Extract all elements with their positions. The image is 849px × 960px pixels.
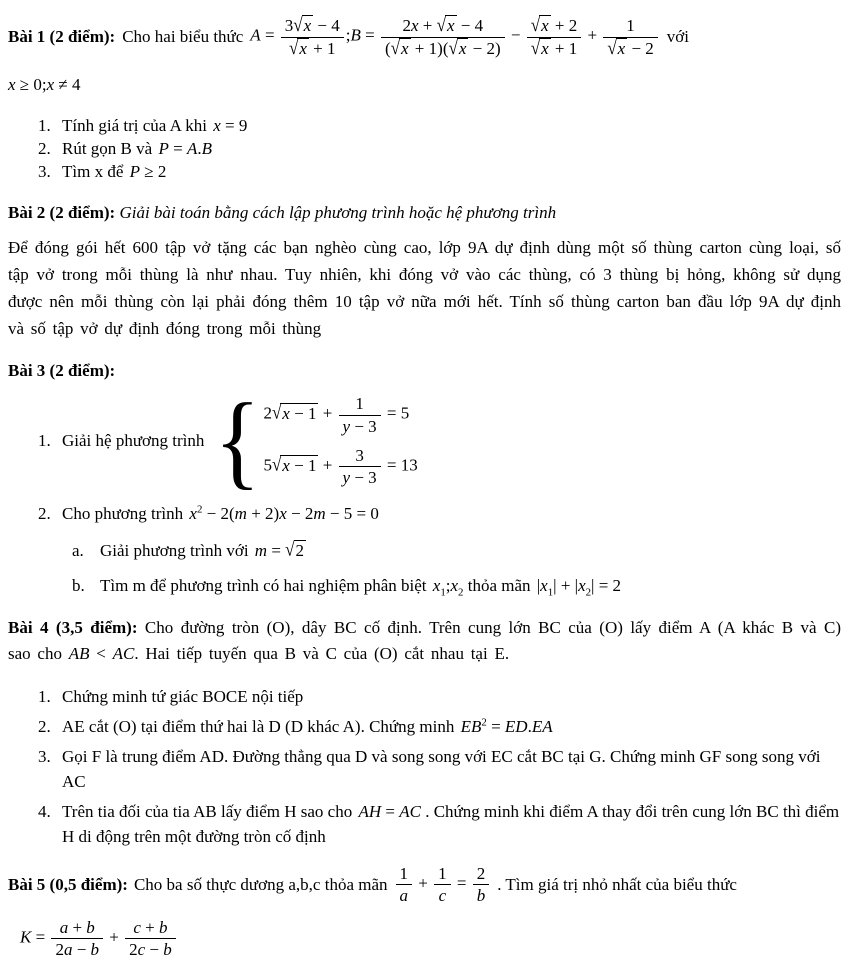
item-text-part: Cho phương trình [62, 503, 184, 523]
item-math: $|x_1| + |x_2| = 2$ [536, 576, 622, 599]
item-text-part: Trên tia đối của tia AB lấy điểm H sao cho [62, 802, 357, 822]
bai4-item-2 [38, 714, 841, 739]
bai1-item-3 [38, 160, 841, 183]
item-text-part: . Chứng minh khi điểm A thay đổi trên cung lớn BC thì điểm H di động trên một đường tròn cố định [62, 802, 840, 847]
bai2-intro: Giải bài toán bằng cách lập phương trình hoặc hệ phương trình [119, 202, 557, 222]
item-math: m = √2 [254, 538, 305, 560]
item-math: x = 9 [213, 115, 248, 135]
bai4-label: Bài 4 (3,5 điểm): [8, 618, 138, 638]
bai5-expression: K = $\frac{a + b}{2a - b}$ + $\frac{c + b}{2c - b}$ [20, 917, 841, 960]
section-bai4 [8, 615, 841, 849]
bai4-text: . Hai tiếp tuyến qua B và C của (O) cắt nhau tại E. [134, 644, 510, 664]
bai4-math: AB < AC [68, 644, 135, 664]
item-text [100, 539, 306, 564]
bai1-list [38, 114, 841, 183]
bai4-list [38, 684, 841, 849]
item-text-part: Giải phương trình với [100, 540, 249, 560]
item-letter: b. [72, 576, 85, 596]
item-math: $x^2 - 2(m + 2)x - 2m - 5 = 0$ [189, 503, 379, 523]
section-bai5 [8, 863, 841, 960]
item-math: P = A.B [158, 138, 212, 158]
item-text [62, 137, 212, 160]
bai1-suffix: với [666, 26, 690, 46]
bai4-heading-paragraph [8, 615, 841, 667]
item-text-part: Rút gọn B và [62, 138, 153, 158]
system-equations [263, 393, 417, 488]
bai1-item-1 [38, 114, 841, 137]
bai3-item-1 [38, 381, 841, 499]
item-number: 3. [38, 747, 51, 767]
item-text-part: thỏa mãn [467, 576, 531, 596]
section-bai3 [8, 359, 841, 601]
bai5-heading [8, 863, 841, 907]
bai4-item-1 [38, 684, 841, 709]
bai2-label: Bài 2 (2 điểm): [8, 202, 116, 222]
system-eq-2: 5√x − 1 + $\frac{3}{y - 3}$ = 13 [263, 445, 418, 488]
system-eq-1: 2√x − 1 + $\frac{1}{y - 3}$ = 5 [263, 394, 410, 436]
item-text [100, 571, 621, 601]
bai2-heading [8, 201, 841, 226]
item-text [62, 744, 841, 794]
item-number: 2. [38, 138, 51, 158]
equation-system [214, 381, 418, 499]
bai5-text: . Tìm giá trị nhỏ nhất của biểu thức [497, 874, 737, 894]
system-brace-icon: { [214, 381, 261, 499]
item-number: 2. [38, 717, 51, 737]
item-text-part: Chứng minh tứ giác BOCE nội tiếp [62, 687, 304, 707]
bai1-intro: Cho hai biểu thức [122, 26, 244, 46]
item-text [62, 502, 379, 527]
item-text [62, 160, 166, 183]
item-number: 4. [38, 802, 51, 822]
item-text-part: Tìm x để [62, 161, 124, 181]
bai1-label: Bài 1 (2 điểm): [8, 26, 116, 46]
item-math: $x_1;x_2$ [432, 576, 464, 599]
item-text [62, 799, 841, 849]
bai3-sub-a [72, 539, 841, 564]
item-number: 2. [38, 503, 51, 523]
bai2-paragraph: Để đóng gói hết 600 tập vở tặng các bạn nghèo cùng cao, lớp 9A dự định dùng một số thùng carton cùng loại, số tập vở trong mỗi thùng là như nhau. Tuy nhiên, khi đóng vở vào các thùng, có 3 thùng bị hỏng, không sử dụng được nên mỗi thùng còn lại phải đóng thêm 10 tập vở nữa mới hết. Tính số thùng carton ban đầu lớp 9A dự định và số tập vở dự định đóng trong mỗi thùng [8, 238, 841, 339]
item-text: Giải hệ phương trình [62, 430, 205, 450]
bai4-text: Cho đường tròn (O), dây BC cố định. Trên cung lớn BC của (O) lấy điểm A (A khác B và C) sao cho [8, 618, 841, 664]
item-math: P ≥ 2 [129, 161, 167, 181]
item-text-part: Gọi F là trung điểm AD. Đường thẳng qua D và song song với EC cắt BC tại G. Chứng minh GF song song với AC [62, 747, 821, 792]
bai4-item-4 [38, 799, 841, 849]
bai3-label: Bài 3 (2 điểm): [8, 361, 116, 381]
bai3-item-2 [38, 502, 841, 527]
section-bai2 [8, 201, 841, 343]
section-bai1 [8, 8, 841, 183]
item-number: 3. [38, 161, 51, 181]
item-letter: a. [72, 540, 84, 560]
bai5-constraint: $\frac{1}{a}$ + $\frac{1}{c}$ = $\frac{2}{b}$ [394, 863, 492, 907]
bai1-condition: x ≥ 0;x ≠ 4 [8, 75, 81, 94]
item-text [62, 684, 303, 709]
item-text-part: Tìm m để phương trình có hai nghiệm phân biệt [100, 576, 427, 596]
bai1-heading [8, 8, 841, 66]
item-number: 1. [38, 687, 51, 707]
item-number: 1. [38, 115, 51, 135]
bai1-formula: A = $\frac{3√x - 4}{√x + 1}$ ;B = $\frac{2x + √x - 4}{(√x + 1)(√x - 2)}$ − $\frac{√x + 2}{√x + 1}$ + $\frac{1}{√x - 2}$ [250, 15, 660, 59]
bai4-item-3 [38, 744, 841, 794]
item-text [62, 714, 553, 739]
bai5-text: Cho ba số thực dương a,b,c thỏa mãn [133, 874, 388, 894]
item-text-part: AE cắt (O) tại điểm thứ hai là D (D khác A). Chứng minh [62, 717, 459, 737]
bai3-sub-b [72, 571, 841, 601]
item-number: 1. [38, 430, 51, 450]
bai1-item-2 [38, 137, 841, 160]
item-math: $EB^2 = ED.EA$ [460, 716, 553, 737]
item-text [62, 114, 247, 137]
bai3-heading [8, 359, 841, 384]
bai5-label: Bài 5 (0,5 điểm): [8, 874, 128, 894]
item-text-part: Tính giá trị của A khi [62, 115, 207, 135]
item-math: AH = AC [358, 802, 421, 822]
